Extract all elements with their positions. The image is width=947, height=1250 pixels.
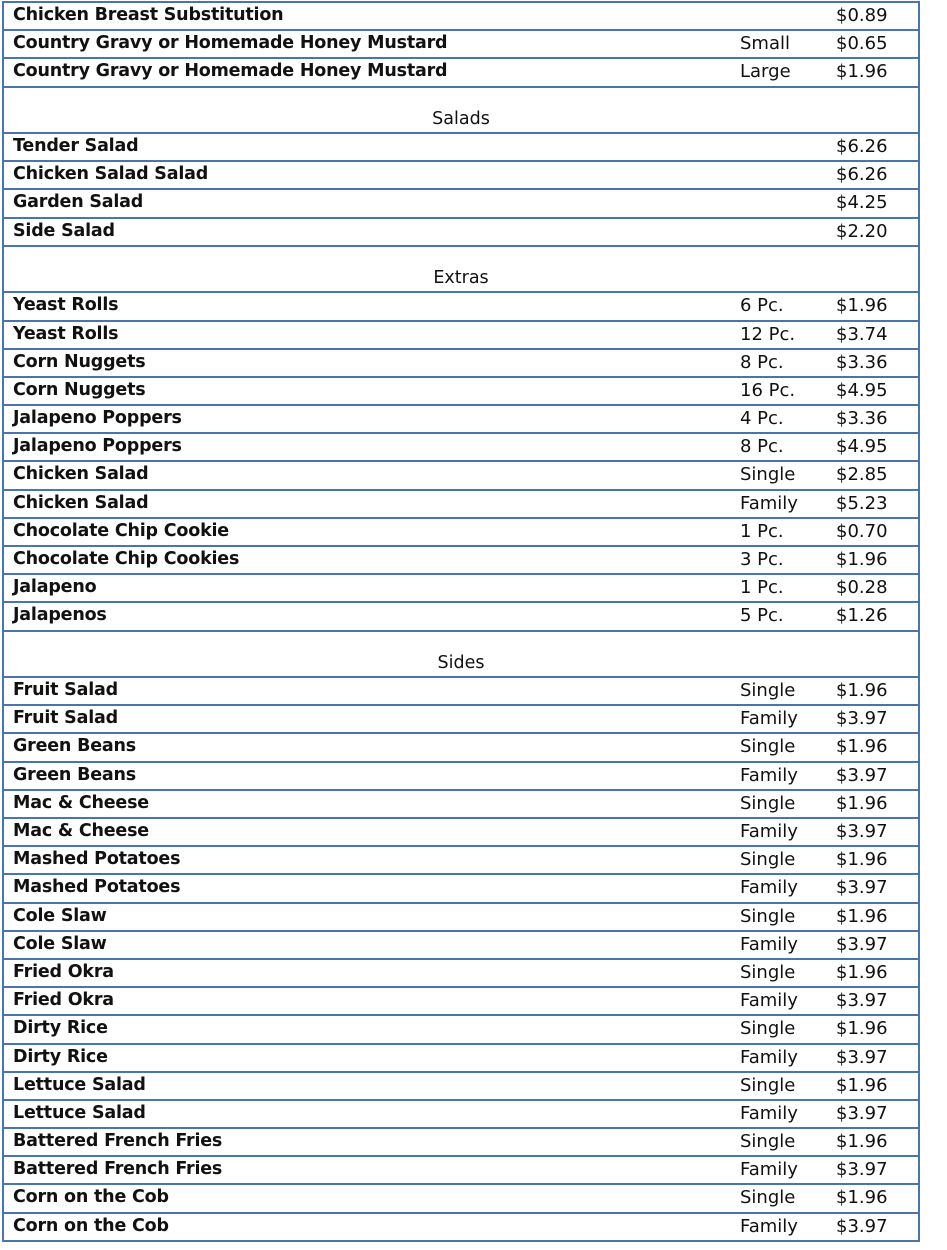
item-price: $0.65 (836, 33, 888, 55)
item-size: 5 Pc. (740, 605, 784, 627)
table-row (4, 547, 918, 575)
item-name: Fried Okra (13, 990, 114, 1011)
section-heading: Sides (437, 653, 485, 674)
table-row (4, 519, 918, 547)
table-row (4, 706, 918, 734)
item-size: Family (740, 1046, 798, 1068)
item-price: $1.96 (836, 1074, 888, 1096)
item-price: $3.97 (836, 821, 888, 842)
item-size: 8 Pc. (740, 436, 784, 458)
item-name: Corn on the Cob (13, 1187, 169, 1208)
item-size: Family (740, 933, 798, 955)
item-name: Fruit Salad (13, 680, 118, 701)
item-size: Single (740, 464, 796, 486)
item-price: $3.97 (836, 1215, 888, 1237)
item-name: Battered French Fries (13, 1131, 223, 1152)
item-size: Single (740, 849, 796, 871)
table-row (4, 293, 918, 321)
item-name: Corn Nuggets (13, 379, 146, 400)
table-row (4, 1016, 918, 1044)
section-heading: Salads (432, 109, 490, 130)
item-price: $1.96 (836, 905, 888, 927)
item-price: $4.25 (836, 192, 888, 214)
item-price: $1.96 (836, 736, 888, 758)
item-name: Cole Slaw (13, 905, 107, 926)
table-row (4, 350, 918, 378)
item-size: 6 Pc. (740, 295, 784, 317)
item-size: Single (740, 1074, 796, 1096)
table-row (4, 960, 918, 988)
table-row (4, 763, 918, 791)
item-size: Single (740, 905, 796, 927)
item-price: $1.96 (836, 1131, 888, 1153)
item-name: Chicken Salad (13, 492, 149, 513)
item-price: $3.97 (836, 990, 888, 1012)
item-size: 1 Pc. (740, 520, 784, 542)
item-price: $1.26 (836, 605, 888, 627)
item-price: $3.97 (836, 1102, 888, 1124)
item-price: $1.96 (836, 849, 888, 871)
item-size: Single (740, 736, 796, 758)
table-row (4, 190, 918, 218)
table-row (4, 678, 918, 706)
item-size: 4 Pc. (740, 408, 784, 430)
item-name: Jalapenos (13, 605, 107, 626)
section-heading: Extras (433, 268, 489, 289)
item-name: Country Gravy or Homemade Honey Mustard (13, 33, 448, 54)
extras-section-header (4, 247, 918, 294)
item-name: Tender Salad (13, 136, 139, 157)
item-name: Green Beans (13, 764, 136, 785)
item-price: $3.97 (836, 764, 888, 786)
table-row (4, 1073, 918, 1101)
table-row (4, 3, 918, 31)
item-name: Fried Okra (13, 961, 114, 982)
item-name: Mac & Cheese (13, 821, 149, 841)
item-name: Cole Slaw (13, 933, 107, 954)
table-row (4, 434, 918, 462)
item-price: $4.95 (836, 379, 888, 401)
item-price: $0.28 (836, 577, 888, 599)
table-row (4, 904, 918, 932)
table-row (4, 491, 918, 519)
table-row (4, 1157, 918, 1185)
item-price: $1.96 (836, 295, 888, 317)
item-size: 1 Pc. (740, 577, 784, 599)
sides-items-group (4, 678, 918, 1242)
item-size: Family (740, 1159, 798, 1181)
table-row (4, 1185, 918, 1213)
item-name: Jalapeno Poppers (13, 408, 182, 429)
item-size: Family (740, 1102, 798, 1124)
item-size: Single (740, 792, 796, 814)
item-name: Green Beans (13, 736, 136, 757)
table-row (4, 134, 918, 162)
item-price: $1.96 (836, 792, 888, 814)
table-row (4, 378, 918, 406)
item-price: $1.96 (836, 961, 888, 983)
item-name: Garden Salad (13, 192, 144, 213)
table-row (4, 219, 918, 247)
table-row (4, 847, 918, 875)
item-price: $1.96 (836, 549, 888, 570)
item-price: $0.89 (836, 5, 888, 26)
item-size: Single (740, 1187, 796, 1209)
sides-section-header (4, 632, 918, 679)
item-size: Family (740, 764, 798, 786)
item-price: $3.74 (836, 323, 888, 345)
item-price: $1.96 (836, 1018, 888, 1040)
item-name: Fruit Salad (13, 708, 118, 729)
item-price: $0.70 (836, 520, 888, 542)
item-price: $3.36 (836, 408, 888, 430)
item-price: $4.95 (836, 436, 888, 458)
item-name: Lettuce Salad (13, 1074, 146, 1095)
item-size: 8 Pc. (740, 351, 784, 373)
item-price: $1.96 (836, 680, 888, 702)
item-size: Large (740, 61, 791, 83)
table-row (4, 932, 918, 960)
item-name: Jalapeno (13, 577, 97, 598)
item-name: Mashed Potatoes (13, 877, 181, 898)
table-row (4, 322, 918, 350)
item-price: $3.97 (836, 708, 888, 730)
table-row (4, 31, 918, 59)
item-name: Yeast Rolls (13, 295, 119, 316)
item-size: Family (740, 877, 798, 899)
table-row (4, 1214, 918, 1242)
table-row (4, 875, 918, 903)
item-price: $2.85 (836, 464, 888, 486)
item-name: Corn on the Cob (13, 1215, 169, 1236)
table-row (4, 162, 918, 190)
table-row (4, 791, 918, 819)
table-row (4, 603, 918, 631)
item-name: Chocolate Chip Cookies (13, 549, 240, 569)
table-row (4, 1045, 918, 1073)
salads-items-group (4, 134, 918, 247)
table-row (4, 734, 918, 762)
item-name: Mac & Cheese (13, 792, 149, 813)
item-price: $6.26 (836, 136, 888, 158)
item-name: Jalapeno Poppers (13, 436, 182, 457)
item-name: Chicken Breast Substitution (13, 5, 284, 25)
table-row (4, 1101, 918, 1129)
table-row (4, 1129, 918, 1157)
item-name: Dirty Rice (13, 1018, 108, 1039)
item-name: Lettuce Salad (13, 1102, 146, 1123)
table-row (4, 462, 918, 490)
table-row (4, 575, 918, 603)
item-size: Single (740, 1131, 796, 1153)
item-size: Single (740, 1018, 796, 1040)
item-size: Family (740, 1215, 798, 1237)
item-price: $3.97 (836, 877, 888, 899)
item-size: Small (740, 33, 790, 55)
item-size: 16 Pc. (740, 379, 796, 401)
item-price: $3.97 (836, 933, 888, 955)
menu-price-table (2, 1, 920, 1242)
extras-items-group (4, 293, 918, 631)
table-row (4, 819, 918, 847)
item-size: 12 Pc. (740, 323, 796, 345)
item-name: Battered French Fries (13, 1159, 223, 1180)
table-row (4, 59, 918, 87)
item-name: Chocolate Chip Cookie (13, 520, 229, 541)
item-price: $2.20 (836, 220, 888, 242)
item-price: $6.26 (836, 164, 888, 186)
item-price: $3.36 (836, 351, 888, 373)
item-name: Corn Nuggets (13, 351, 146, 372)
item-price: $1.96 (836, 61, 888, 83)
item-size: Family (740, 990, 798, 1012)
item-name: Yeast Rolls (13, 323, 119, 344)
item-size: 3 Pc. (740, 549, 784, 570)
item-name: Dirty Rice (13, 1046, 108, 1067)
item-name: Side Salad (13, 220, 115, 241)
item-price: $1.96 (836, 1187, 888, 1209)
item-size: Family (740, 492, 798, 514)
top-items-group (4, 3, 918, 88)
item-name: Chicken Salad Salad (13, 164, 209, 185)
table-row (4, 988, 918, 1016)
item-name: Mashed Potatoes (13, 849, 181, 870)
item-name: Chicken Salad (13, 464, 149, 485)
item-size: Family (740, 708, 798, 730)
table-row (4, 406, 918, 434)
item-size: Single (740, 680, 796, 702)
item-size: Single (740, 961, 796, 983)
item-price: $5.23 (836, 492, 888, 514)
item-price: $3.97 (836, 1159, 888, 1181)
item-name: Country Gravy or Homemade Honey Mustard (13, 61, 448, 82)
item-size: Family (740, 821, 798, 842)
salads-section-header (4, 88, 918, 135)
item-price: $3.97 (836, 1046, 888, 1068)
